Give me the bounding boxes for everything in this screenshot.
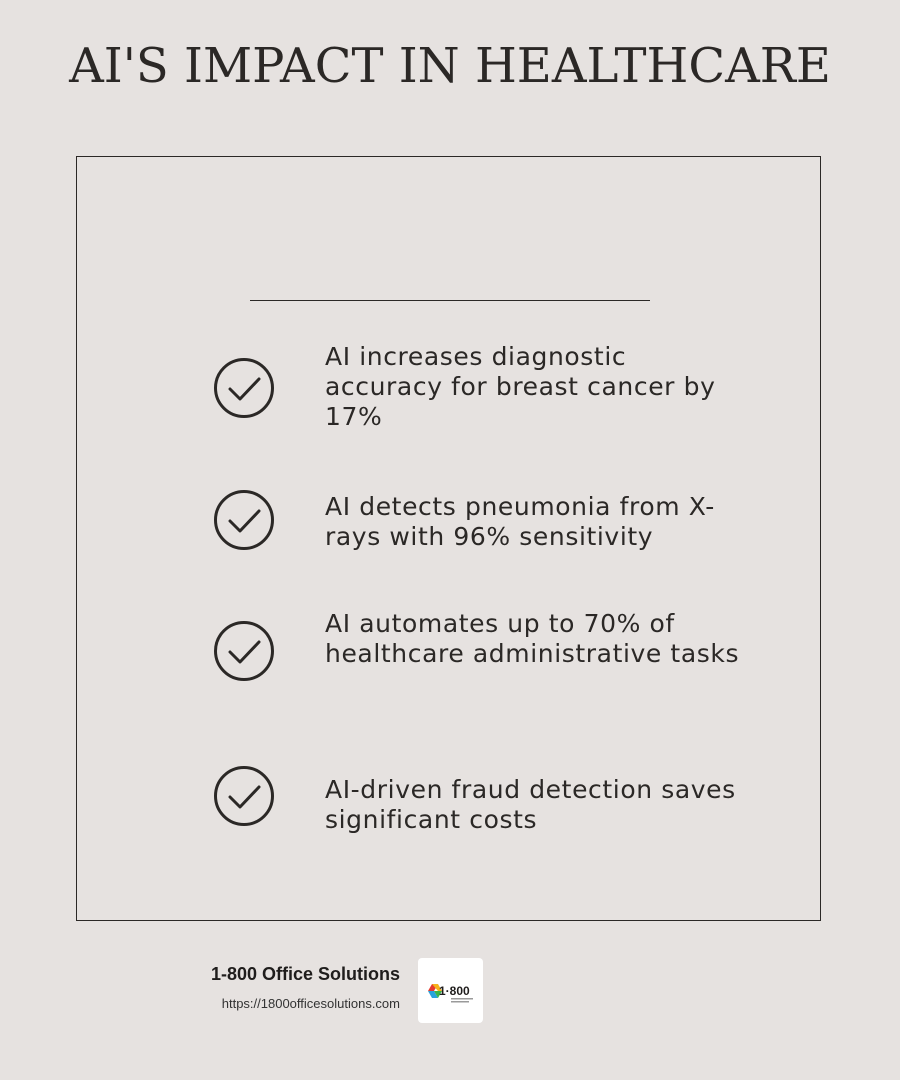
item-text: AI-driven fraud detection saves significant costs — [325, 775, 736, 834]
item-text: AI detects pneumonia from X-rays with 96% sensitivity — [325, 492, 715, 551]
company-logo — [418, 958, 483, 1023]
company-url[interactable]: https://1800officesolutions.com — [221, 996, 400, 1011]
company-name: 1-800 Office Solutions — [210, 964, 400, 984]
logo-icon — [418, 958, 483, 1023]
svg-text:1·800: 1·800 — [439, 984, 470, 998]
page-title: AI'S IMPACT IN HEALTHCARE — [69, 38, 831, 94]
item-text: AI automates up to 70% of healthcare administrative tasks — [325, 609, 740, 668]
item-text: AI increases diagnostic accuracy for breast cancer by 17% — [325, 342, 716, 431]
check-circle-icon — [213, 620, 275, 682]
check-circle-icon — [213, 765, 275, 827]
check-circle-icon — [213, 357, 275, 419]
check-circle-icon — [213, 489, 275, 551]
divider — [250, 300, 650, 301]
